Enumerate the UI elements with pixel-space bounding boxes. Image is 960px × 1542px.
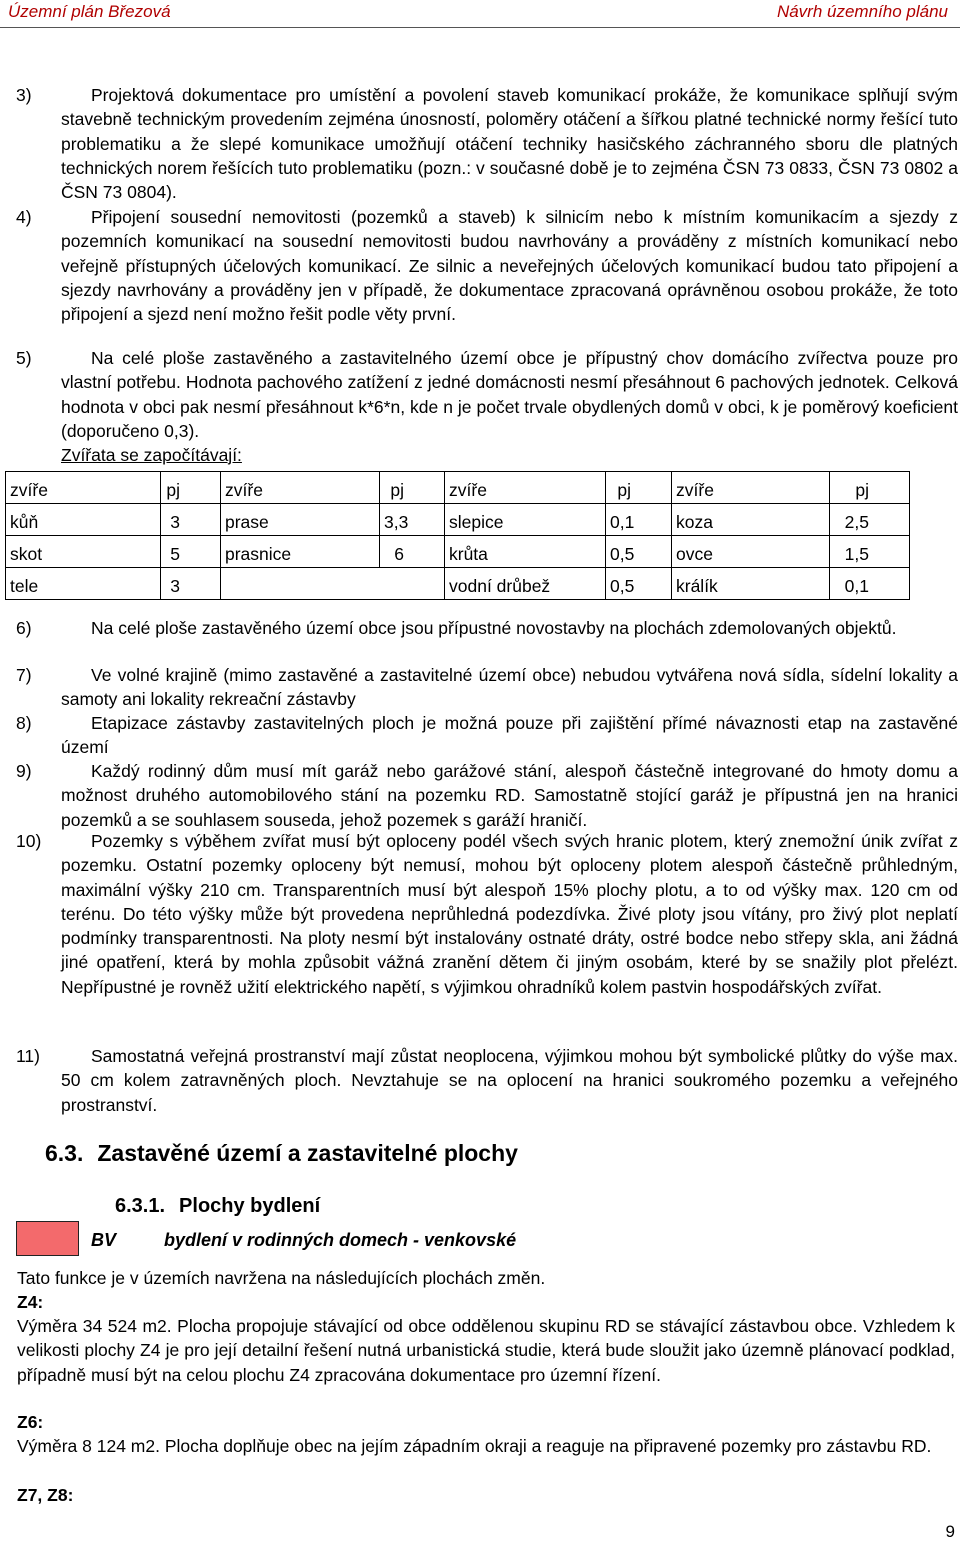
table-cell: 0,1: [606, 504, 672, 536]
table-cell: 0,5: [606, 536, 672, 568]
table-header-cell: pj: [380, 472, 445, 504]
animals-table: [5, 471, 910, 600]
table-row: [6, 504, 910, 536]
table-cell: vodní drůbež: [445, 568, 606, 600]
header-divider: [0, 27, 960, 28]
table-cell: 2,5: [830, 504, 910, 536]
intro-paragraph: Tato funkce je v územích navržena na následujících plochách změn.: [17, 1268, 546, 1288]
table-cell: prase: [221, 504, 380, 536]
table-header-cell: zvíře: [221, 472, 380, 504]
table-cell-empty: [221, 568, 445, 600]
table-cell: skot: [6, 536, 161, 568]
list-item: [0, 83, 958, 204]
table-header-cell: pj: [830, 472, 910, 504]
table-header-cell: zvíře: [672, 472, 830, 504]
subsection-heading: [115, 1195, 320, 1218]
list-item: [0, 663, 958, 712]
page-number: 9: [945, 1522, 955, 1541]
section-number: 6.3.: [45, 1140, 84, 1166]
list-item-text: Na celé ploše zastavěného a zastavitelného území obce je přípustný chov domácího zvířectva pouze pro vlastní potřebu. Hodnota pachového zatížení z jedné domácnosti nesmí přesáhnout 6 pachových jednotek. Celková hodnota v obci pak nesmí přesáhnout k*6*n, kde n je počet trvale obydlených domů v obci, k je poměrový koeficient (doporučeno 0,3).: [61, 348, 958, 441]
header-document-subtitle: Návrh územního plánu: [776, 2, 948, 21]
legend-code: BV: [91, 1230, 117, 1250]
table-cell: krůta: [445, 536, 606, 568]
table-cell: 0,1: [830, 568, 910, 600]
table-cell: koza: [672, 504, 830, 536]
list-item-number: 9): [16, 761, 32, 781]
table-cell: prasnice: [221, 536, 380, 568]
list-item-number: 5): [16, 348, 32, 368]
table-cell: 3: [161, 568, 221, 600]
list-item-text: Etapizace zástavby zastavitelných ploch je možná pouze při zajištění přímé návaznosti etap na zastavěné území: [61, 713, 958, 758]
table-header-cell: zvíře: [6, 472, 161, 504]
table-cell: tele: [6, 568, 161, 600]
area-label-z4: Z4:: [17, 1292, 44, 1312]
table-cell: 3: [161, 504, 221, 536]
list-item-text: Projektová dokumentace pro umístění a povolení staveb komunikací prokáže, že komunikace splňují svým stavebně technickým provedením zejména únosností, poloměry otáčení a šířkou platné technické normy řešící tuto problematiku a že slepé komunikace umožňují otáčení techniky hasičského záchranného sboru dle platných technických norem řešících tuto problematiku (pozn.: v současné době je to zejména ČSN 73 0833, ČSN 73 0802 a ČSN 73 0804).: [61, 85, 958, 203]
area-label-z6: Z6:: [17, 1412, 44, 1432]
list-item-number: 6): [16, 618, 32, 638]
table-cell: 6: [380, 536, 445, 568]
list-item-text: Připojení sousední nemovitosti (pozemků a staveb) k silnicím nebo k místním komunikacím a sjezdy z pozemních komunikací na sousední nemovitosti budou navrhovány a prováděny z místních komunikací nebo veřejně přístupných účelových komunikací. Ze silnic a neveřejných účelových komunikací budou tato připojení a sjezdy navrhovány a prováděny jen v případě, že dokumentace zpracovaná oprávněnou osobou prokáže, že toto připojení a sjezd není možno řešit podle věty první.: [61, 207, 958, 325]
list-item-text: Na celé ploše zastavěného území obce jsou přípustné novostavby na plochách zdemolovaných objektů.: [91, 618, 897, 638]
table-cell: 1,5: [830, 536, 910, 568]
list-item-text: Ve volné krajině (mimo zastavěné a zastavitelné území obce) nebudou vytvářena nová sídla, sídelní lokality a samoty ani lokality rekreační zástavby: [61, 665, 958, 710]
list-item: [0, 346, 958, 443]
table-header-cell: pj: [606, 472, 672, 504]
table-cell: ovce: [672, 536, 830, 568]
area-label-z7-z8: Z7, Z8:: [17, 1485, 74, 1505]
legend-label: bydlení v rodinných domech - venkovské: [164, 1230, 517, 1250]
table-cell: kůň: [6, 504, 161, 536]
table-cell: králík: [672, 568, 830, 600]
table-row: [6, 568, 910, 600]
list-item-number: 4): [16, 207, 32, 227]
table-cell: 0,5: [606, 568, 672, 600]
list-item: [0, 829, 958, 999]
list-item-text: Pozemky s výběhem zvířat musí být oploceny podél všech svých hranic plotem, který znemožní únik zvířat z pozemku. Ostatní pozemky oploceny být nemusí, mohou být oploceny plotem alespoň částečně průhledným, maximální výšky 210 cm. Transparentních musí být alespoň 15% plochy plotu, a to od výšky max. 120 cm od terénu. Do této výšky může být provedena neprůhledná podezdívka. Živé ploty jsou vítány, pro živý plot neplatí podmínky transparentnosti. Na ploty nesmí být instalovány ostnaté dráty, ostré bodce nebo střepy skla, ani žádná jiné opatření, která by mohla způsobit vážná zranění dětem či jiným osobám, které by se snažily plot přelézt. Nepřípustné je rovněž užití elektrického napětí, s výjimkou ohradníků kolem pastvin hospodářských zvířat.: [61, 831, 958, 997]
table-header-row: [6, 472, 910, 504]
list-item: [0, 443, 958, 467]
list-item-number: 11): [16, 1046, 40, 1066]
list-item-number: 3): [16, 85, 32, 105]
list-item: [0, 205, 958, 326]
legend-color-swatch: [16, 1221, 79, 1256]
area-text-z4: Výměra 34 524 m2. Plocha propojuje stávající od obce oddělenou skupinu RD se stávající zástavbou obce. Vzhledem k velikosti plochy Z4 je pro její detailní řešení nutná urbanistická studie, která bude sloužit jako územně plánovací podklad, případně musí být na celou plochu Z4 zpracována dokumentace pro územní řízení.: [17, 1316, 955, 1385]
list-item: [0, 711, 958, 760]
list-item: [0, 759, 958, 832]
table-cell: 3,3: [380, 504, 445, 536]
section-title: Zastavěné území a zastavitelné plochy: [97, 1140, 518, 1166]
section-heading: [45, 1140, 518, 1167]
area-text-z6: Výměra 8 124 m2. Plocha doplňuje obec na jejím západním okraji a reaguje na připravené pozemky pro zástavbu RD.: [17, 1436, 932, 1456]
table-header-cell: pj: [161, 472, 221, 504]
list-item: [0, 616, 958, 640]
header-document-title: Územní plán Březová: [8, 2, 171, 21]
list-item-number: 8): [16, 713, 32, 733]
table-row: [6, 536, 910, 568]
list-item-number: 7): [16, 665, 32, 685]
table-cell: 5: [161, 536, 221, 568]
animals-intro: Zvířata se započítávají:: [61, 445, 242, 465]
list-item-number: 10): [16, 831, 42, 851]
list-item: [0, 1044, 958, 1117]
table-cell: slepice: [445, 504, 606, 536]
subsection-title: Plochy bydlení: [179, 1195, 321, 1217]
list-item-text: Každý rodinný dům musí mít garáž nebo garážové stání, alespoň částečně integrované do hmoty domu a možnost druhého automobilového stání na pozemku RD. Samostatně stojící garáž je přípustná jen na hranici pozemků a se souhlasem souseda, jehož pozemek s garáží hraničí.: [61, 761, 958, 830]
subsection-number: 6.3.1.: [115, 1195, 166, 1217]
table-header-cell: zvíře: [445, 472, 606, 504]
list-item-text: Samostatná veřejná prostranství mají zůstat neoplocena, výjimkou mohou být symbolické plůtky do výše max. 50 cm kolem zatravněných ploch. Nevztahuje se na oplocení na hranici soukromého pozemku a veřejného prostranství.: [61, 1046, 958, 1115]
